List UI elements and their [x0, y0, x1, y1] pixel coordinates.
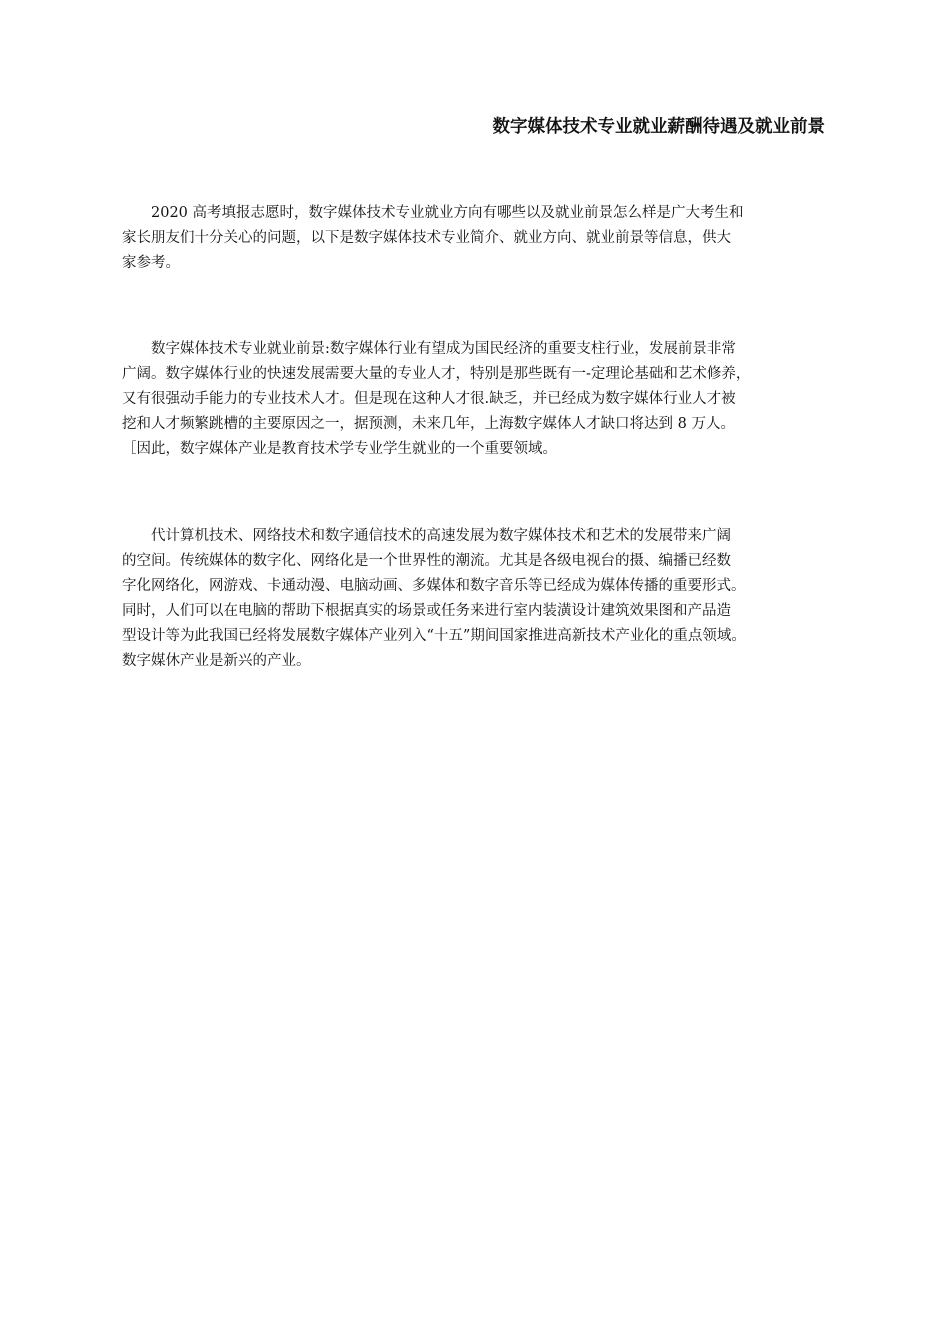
paragraph-line: 又有很强动手能力的专业技术人才。但是现在这种人才很.缺乏，并已经成为数字媒体行业人才被	[122, 391, 736, 407]
paragraph-line: 家长朋友们十分关心的问题，以下是数字媒体技术专业简介、就业方向、就业前景等信息，供大	[122, 230, 731, 246]
paragraph-line: 数字媒休产业是新兴的产业。	[122, 653, 311, 669]
paragraph-prospects	[122, 337, 842, 462]
paragraph-line: ［因此，数字媒体产业是教育技术学专业学生就业的一个重要领域。	[122, 441, 557, 457]
paragraph-intro	[122, 201, 842, 276]
paragraph-industry	[122, 524, 842, 674]
paragraph-line: 家参考。	[122, 255, 180, 271]
paragraph-line: 同时，人们可以在电脑的帮助下根据真实的场景或任务来进行室内装潢设计建筑效果图和产品造	[122, 603, 731, 619]
paragraph-line: 数字媒体技术专业就业前景:数字媒体行业有望成为国民经济的重要支柱行业，发展前景非常	[122, 341, 736, 357]
paragraph-line: 2020 高考填报志愿时，数字媒体技术专业就业方向有哪些以及就业前景怎么样是广大考生和	[122, 205, 744, 221]
paragraph-line: 广阔。数字媒体行业的快速发展需要大量的专业人才，特别是那些既有一-定理论基础和艺术修养，	[122, 366, 751, 382]
document-title: 数字媒体技术专业就业薪酬待遇及就业前景	[492, 117, 825, 137]
paragraph-line: 的空间。传统媒体的数字化、网络化是一个世界性的潮流。尤其是各级电视台的摄、编播已经数	[122, 553, 731, 569]
paragraph-line: 型设计等为此我国已经将发展数字媒体产业列入“十五”期间国家推进高新技术产业化的重点领域。	[122, 628, 746, 644]
paragraph-line: 代计算机技术、网络技术和数字通信技术的高速发展为数字媒体技术和艺术的发展带来广阔	[122, 528, 731, 544]
paragraph-line: 字化网络化，网游戏、卡通动漫、电脑动画、多媒体和数字音乐等已经成为媒体传播的重要形式。	[122, 578, 746, 594]
paragraph-line: 挖和人才频繁跳槽的主要原因之一，据预测，未来几年，上海数字媒体人才缺口将达到 8 万人。	[122, 416, 735, 432]
